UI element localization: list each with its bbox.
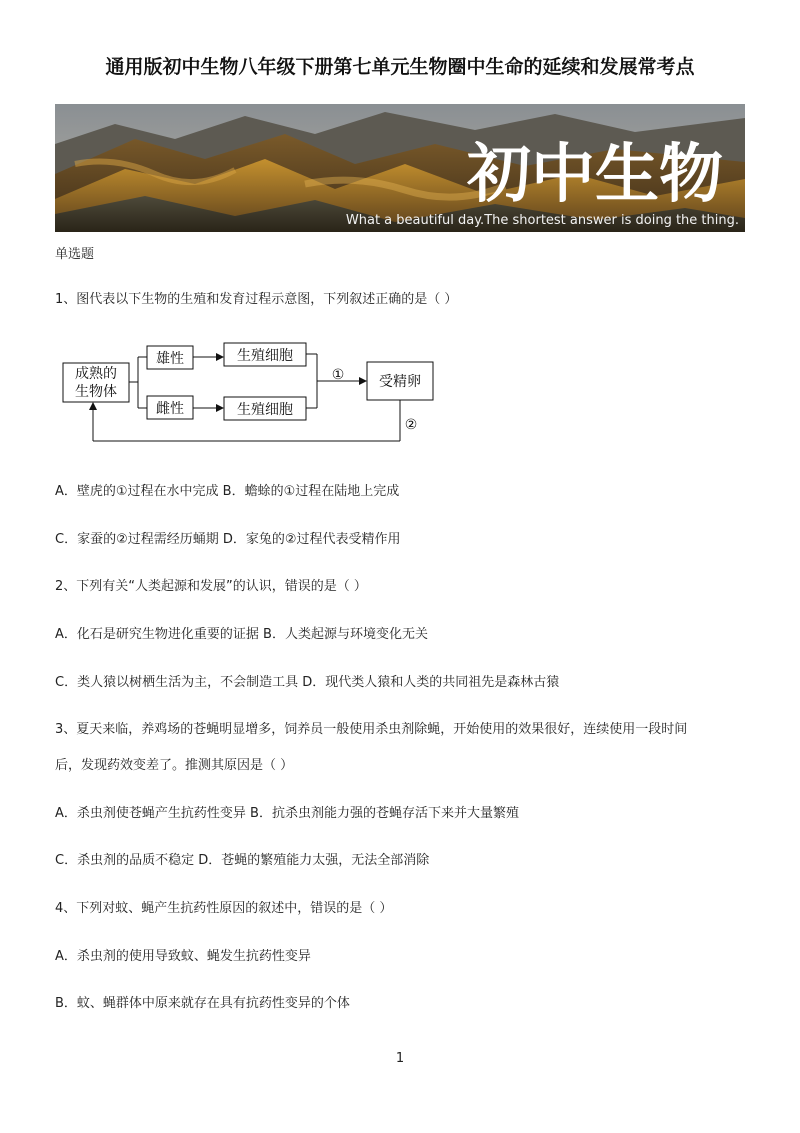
question-1-options-cd: C．家蚕的②过程需经历蛹期 D．家兔的②过程代表受精作用: [55, 532, 401, 547]
section-heading: 单选题: [55, 247, 95, 262]
reproduction-diagram: [55, 336, 455, 451]
banner-big-text: 初中生物: [467, 137, 723, 212]
question-1-stem: 1、图代表以下生物的生殖和发育过程示意图，下列叙述正确的是（ ）: [55, 292, 458, 307]
label-adult-line1: 成熟的: [75, 366, 117, 382]
question-3-stem-line1: 3、夏天来临，养鸡场的苍蝇明显增多，饲养员一般使用杀虫剂除蝇，开始使用的效果很好，连续使用一段时间: [55, 722, 688, 737]
label-adult-line2: 生物体: [75, 384, 117, 400]
question-4-option-a: A．杀虫剂的使用导致蚊、蝇发生抗药性变异: [55, 949, 311, 964]
banner-subtitle: What a beautiful day.The shortest answer is doing the thing.: [345, 213, 739, 228]
label-male: 雄性: [156, 351, 184, 367]
question-4-option-b: B．蚊、蝇群体中原来就存在具有抗药性变异的个体: [55, 996, 350, 1011]
question-2-stem: 2、下列有关“人类起源和发展”的认识，错误的是（ ）: [55, 579, 367, 594]
question-3-options-cd: C．杀虫剂的品质不稳定 D．苍蝇的繁殖能力太强，无法全部消除: [55, 853, 430, 868]
question-3-stem-line2: 后，发现药效变差了。推测其原因是（ ）: [55, 758, 294, 773]
question-2-options-ab: A．化石是研究生物进化重要的证据 B．人类起源与环境变化无关: [55, 627, 428, 642]
banner-image: [55, 104, 745, 232]
label-female: 雌性: [156, 401, 184, 417]
label-step-1: ①: [331, 367, 345, 383]
label-zygote: 受精卵: [379, 374, 421, 390]
label-gamete-top: 生殖细胞: [237, 348, 293, 364]
label-step-2: ②: [404, 417, 418, 433]
page-title: 通用版初中生物八年级下册第七单元生物圈中生命的延续和发展常考点: [105, 56, 695, 78]
question-2-options-cd: C．类人猿以树栖生活为主，不会制造工具 D．现代类人猿和人类的共同祖先是森林古猿: [55, 675, 560, 690]
page-number: 1: [395, 1051, 405, 1066]
mountain-landscape-image: [55, 104, 745, 232]
question-3-options-ab: A．杀虫剂使苍蝇产生抗药性变异 B．抗杀虫剂能力强的苍蝇存活下来并大量繁殖: [55, 806, 519, 821]
label-gamete-bottom: 生殖细胞: [237, 402, 293, 418]
question-4-stem: 4、下列对蚊、蝇产生抗药性原因的叙述中，错误的是（ ）: [55, 901, 393, 916]
question-1-options-ab: A．壁虎的①过程在水中完成 B．蟾蜍的①过程在陆地上完成: [55, 484, 400, 499]
